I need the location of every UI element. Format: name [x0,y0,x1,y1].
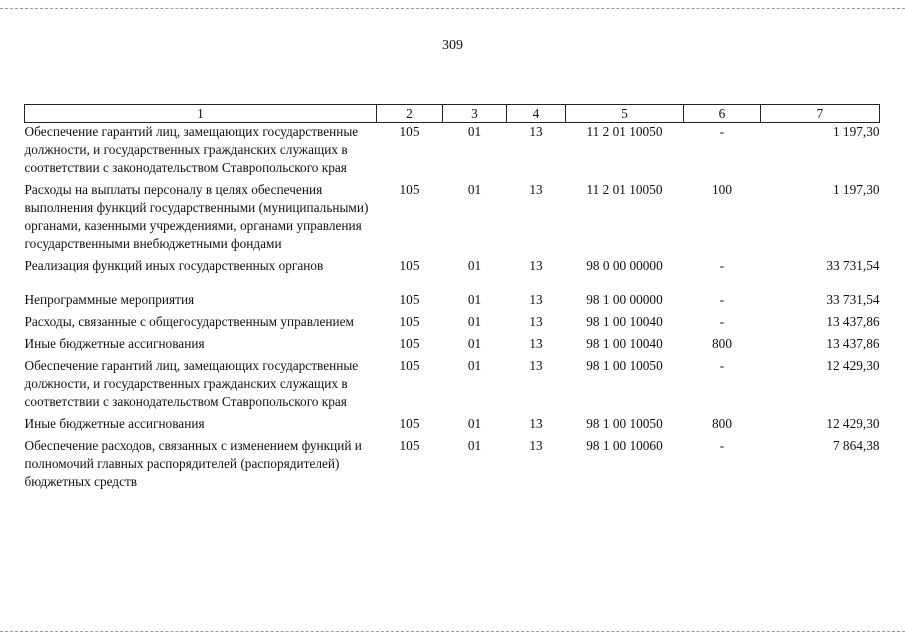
target-article-code: 11 2 01 10050 [586,124,663,139]
amount-value: 12 429,30 [826,416,880,431]
expense-name: Иные бюджетные ассигнования [24,336,205,351]
expense-name: Реализация функций иных государственных органов [24,258,324,273]
ministry-code: 105 [399,416,420,431]
scan-edge-bottom [0,631,905,632]
table-row [25,291,880,313]
column-header: 1 [25,105,377,123]
target-article-code: 98 1 00 10050 [586,358,663,373]
section-code: 01 [467,182,482,197]
subsection-code: 13 [529,314,543,329]
amount-value: 1 197,30 [832,124,880,139]
table-header-row [25,105,880,123]
amount-value: 12 429,30 [826,358,880,373]
section-code: 01 [467,258,482,273]
subsection-code: 13 [529,416,543,431]
expense-name: Расходы на выплаты персоналу в целях обеспечения выполнения функций государственными (муниципальными) органами, казенными учреждениями, органами управления государственными внебюджетными фондами [24,182,369,251]
section-code: 01 [467,314,482,329]
section-code: 01 [467,292,482,307]
expense-name: Обеспечение расходов, связанных с изменением функций и полномочий главных распорядителей (распорядителей) бюджетных средств [24,438,362,489]
table-row [25,335,880,357]
subsection-code: 13 [529,258,543,273]
expense-type-code: 800 [712,336,732,351]
target-article-code: 98 1 00 10060 [586,438,663,453]
amount-value: 33 731,54 [826,258,880,273]
amount-value: 33 731,54 [826,292,880,307]
target-article-code: 11 2 01 10050 [586,182,663,197]
ministry-code: 105 [399,438,420,453]
target-article-code: 98 1 00 10040 [586,314,663,329]
table-row [25,313,880,335]
target-article-code: 98 1 00 00000 [586,292,663,307]
expense-type-code: 100 [712,182,732,197]
amount-value: 13 437,86 [826,336,880,351]
amount-value: 13 437,86 [826,314,880,329]
section-code: 01 [467,416,482,431]
expense-name: Иные бюджетные ассигнования [24,416,205,431]
ministry-code: 105 [399,292,420,307]
table-row [25,123,880,182]
expense-name: Непрограммные мероприятия [24,292,195,307]
expense-type-code: - [719,292,725,307]
section-code: 01 [467,336,482,351]
subsection-code: 13 [529,358,543,373]
target-article-code: 98 1 00 10040 [586,336,663,351]
expense-type-code: 800 [712,416,732,431]
target-article-code: 98 1 00 10050 [586,416,663,431]
column-header: 6 [684,105,761,123]
expense-type-code: - [719,314,725,329]
ministry-code: 105 [399,258,420,273]
table-row [25,257,880,291]
column-header: 3 [443,105,507,123]
expense-type-code: - [719,438,725,453]
expense-type-code: - [719,358,725,373]
expense-name: Расходы, связанные с общегосударственным управлением [24,314,354,329]
column-header: 2 [377,105,443,123]
ministry-code: 105 [399,336,420,351]
expense-type-code: - [719,124,725,139]
table-row [25,415,880,437]
ministry-code: 105 [399,358,420,373]
subsection-code: 13 [529,124,543,139]
subsection-code: 13 [529,292,543,307]
amount-value: 1 197,30 [832,182,880,197]
subsection-code: 13 [529,336,543,351]
subsection-code: 13 [529,182,543,197]
table-row [25,181,880,257]
section-code: 01 [467,438,482,453]
column-header: 5 [566,105,684,123]
table-row [25,357,880,415]
page-number: 309 [442,38,463,53]
target-article-code: 98 0 00 00000 [586,258,663,273]
column-header: 4 [507,105,566,123]
ministry-code: 105 [399,182,420,197]
amount-value: 7 864,38 [832,438,880,453]
ministry-code: 105 [399,314,420,329]
scan-edge-top [0,8,905,9]
ministry-code: 105 [399,124,420,139]
expense-name: Обеспечение гарантий лиц, замещающих государственные должности, и государственных гражданских служащих в соответствии с законодательством Ставропольского края [24,358,359,409]
section-code: 01 [467,358,482,373]
expense-type-code: - [719,258,725,273]
section-code: 01 [467,124,482,139]
table-row [25,437,880,495]
column-header: 7 [761,105,880,123]
budget-table [24,104,880,495]
expense-name: Обеспечение гарантий лиц, замещающих государственные должности, и государственных гражданских служащих в соответствии с законодательством Ставропольского края [24,124,359,175]
subsection-code: 13 [529,438,543,453]
